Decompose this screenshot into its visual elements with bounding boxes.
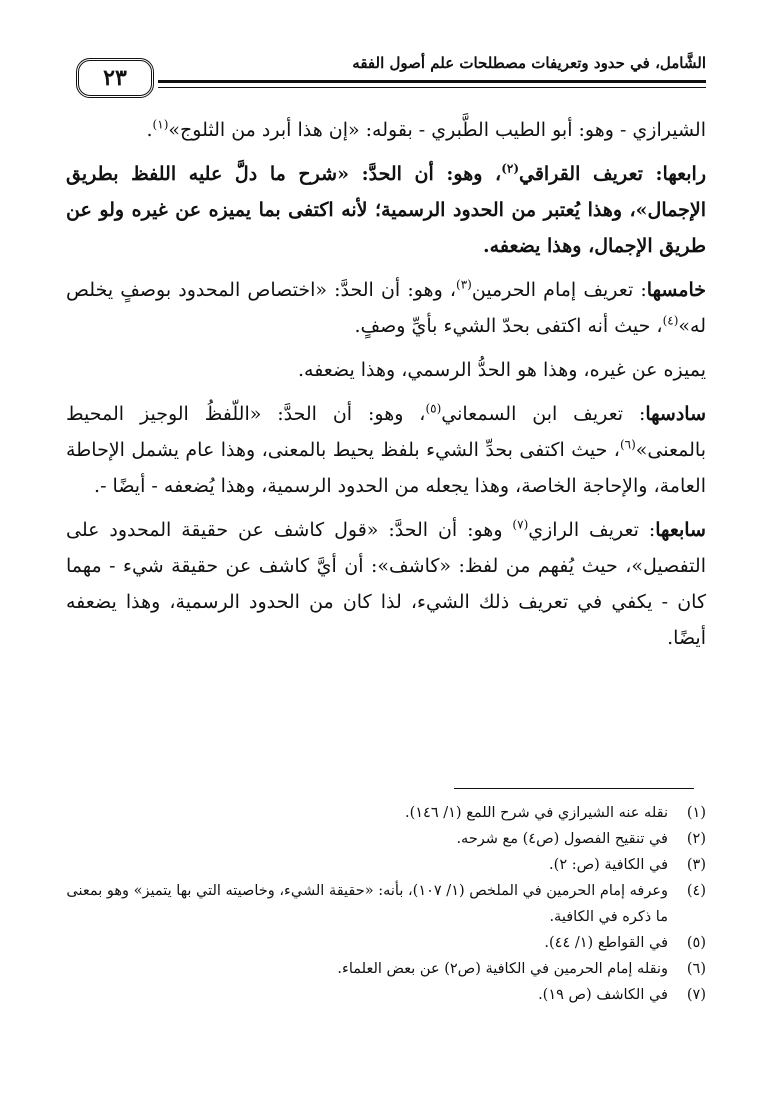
footnote-ref[interactable]: (٣) — [456, 277, 472, 292]
footnote-text: نقله عنه الشيرازي في شرح اللمع (١/ ١٤٦). — [404, 805, 668, 821]
page-number-badge — [76, 58, 154, 98]
footnote-text: في الكاشف (ص ١٩). — [538, 987, 668, 1003]
footnote — [66, 956, 706, 982]
paragraph-end: . — [146, 119, 153, 141]
definition-heading: سابعها — [655, 519, 706, 541]
footnote-number: (٤) — [686, 883, 706, 899]
paragraph-text: : تعريف ابن السمعاني — [441, 403, 646, 425]
paragraph-text: الشيرازي - وهو: أبو الطيب الطَّبري - بقوله: «إن هذا أبرد من الثلوج» — [168, 119, 706, 141]
footnote-number: (٧) — [686, 987, 706, 1003]
footnote-ref[interactable]: (٤) — [662, 313, 679, 328]
paragraph-text: ، وهو: أن الحدَّ: «اختصاص المحدود بوصفٍ يخلص له» — [66, 279, 706, 337]
footnote — [66, 852, 706, 878]
paragraph-text: ، حيث أنه اكتفى بحدّ الشيء بأيِّ وصفٍ. — [354, 315, 663, 337]
footnote-ref[interactable]: (٧) — [512, 517, 529, 532]
footnote-text: في الكافية (ص: ٢). — [549, 857, 668, 873]
paragraph-text: ، وهو: أن الحدَّ: «شرح ما دلَّ عليه اللفظ بطريق الإجمال»، وهذا يُعتبر من الحدود الرسمية؛ لأنه اكتفى بما يميزه عن غيره ولو عن طريق الإجمال، وهذا يضعفه. — [66, 163, 706, 257]
main-text — [66, 112, 706, 664]
page-number: ٢٣ — [103, 65, 127, 91]
paragraph-fifth-definition — [66, 272, 706, 344]
header-rule-thin — [158, 87, 706, 88]
footnote-number: (٥) — [686, 935, 706, 951]
definition-heading: سادسها — [645, 403, 707, 425]
paragraph-continuation — [66, 352, 706, 388]
paragraph-text: وهو: أن الحدَّ: «قول كاشف عن حقيقة المحدود على التفصيل»، حيث يُفهم من لفظ: «كاشف»: أن أيَّ كاشف عن حقيقة شيء - مهما كان - يكفي في تعريف ذلك الشيء، لذا كان من الحدود الرسمية، وهذا يضعفه أيضًا. — [66, 519, 706, 649]
paragraph-1 — [66, 112, 706, 148]
paragraph-fourth-definition — [66, 156, 706, 264]
footnote-text: ونقله إمام الحرمين في الكافية (ص٢) عن بعض العلماء. — [337, 961, 668, 977]
footnote — [66, 800, 706, 826]
footnote-number: (٦) — [686, 961, 706, 977]
footnote-number: (٢) — [686, 831, 706, 847]
footnote — [66, 878, 706, 930]
paragraph-seventh-definition — [66, 512, 706, 656]
paragraph-text: : تعريف إمام الحرمين — [471, 279, 647, 301]
footnote — [66, 930, 706, 956]
definition-heading: رابعها: تعريف القراقي — [519, 163, 706, 185]
paragraph-sixth-definition — [66, 396, 706, 504]
footnote-ref[interactable]: (١) — [152, 117, 169, 132]
footnote — [66, 982, 706, 1008]
footnote-number: (١) — [686, 805, 706, 821]
definition-heading: خامسها — [646, 279, 706, 301]
footnotes — [66, 800, 706, 1008]
running-title: الشَّامل، في حدود وتعريفات مصطلحات علم أصول الفقه — [352, 54, 706, 72]
paragraph-text: : تعريف الرازي — [528, 519, 656, 541]
footnote-text: في تنقيح الفصول (ص٤) مع شرحه. — [456, 831, 668, 847]
footnote-ref[interactable]: (٥) — [425, 401, 442, 416]
header-rule — [158, 80, 706, 83]
paragraph-text: يميزه عن غيره، وهذا هو الحدُّ الرسمي، وهذا يضعفه. — [297, 359, 706, 381]
paragraph-text: ، حيث اكتفى بحدِّ الشيء بلفظ يحيط بالمعنى، وهذا عام يشمل الإحاطة العامة، والإحاجة الخاصة، وهذا يجعله من الحدود الرسمية، وهذا يُضعفه - أيضًا -. — [66, 439, 706, 497]
footnote-text: وعرفه إمام الحرمين في الملخص (١/ ١٠٧)، بأنه: «حقيقة الشيء، وخاصيته التي بها يتميز» وهو بمعنى ما ذكره في الكافية. — [66, 883, 668, 925]
footnote-ref[interactable]: (٢) — [501, 161, 520, 176]
footnote-number: (٣) — [686, 857, 706, 873]
footnote-text: في القواطع (١/ ٤٤). — [544, 935, 668, 951]
footnote — [66, 826, 706, 852]
page-header — [66, 50, 706, 110]
paragraph-text: ، وهو: أن الحدَّ: «اللّفظُ الوجيز المحيط بالمعنى» — [66, 403, 706, 461]
footnote-separator — [454, 788, 694, 789]
footnote-ref[interactable]: (٦) — [619, 437, 636, 452]
